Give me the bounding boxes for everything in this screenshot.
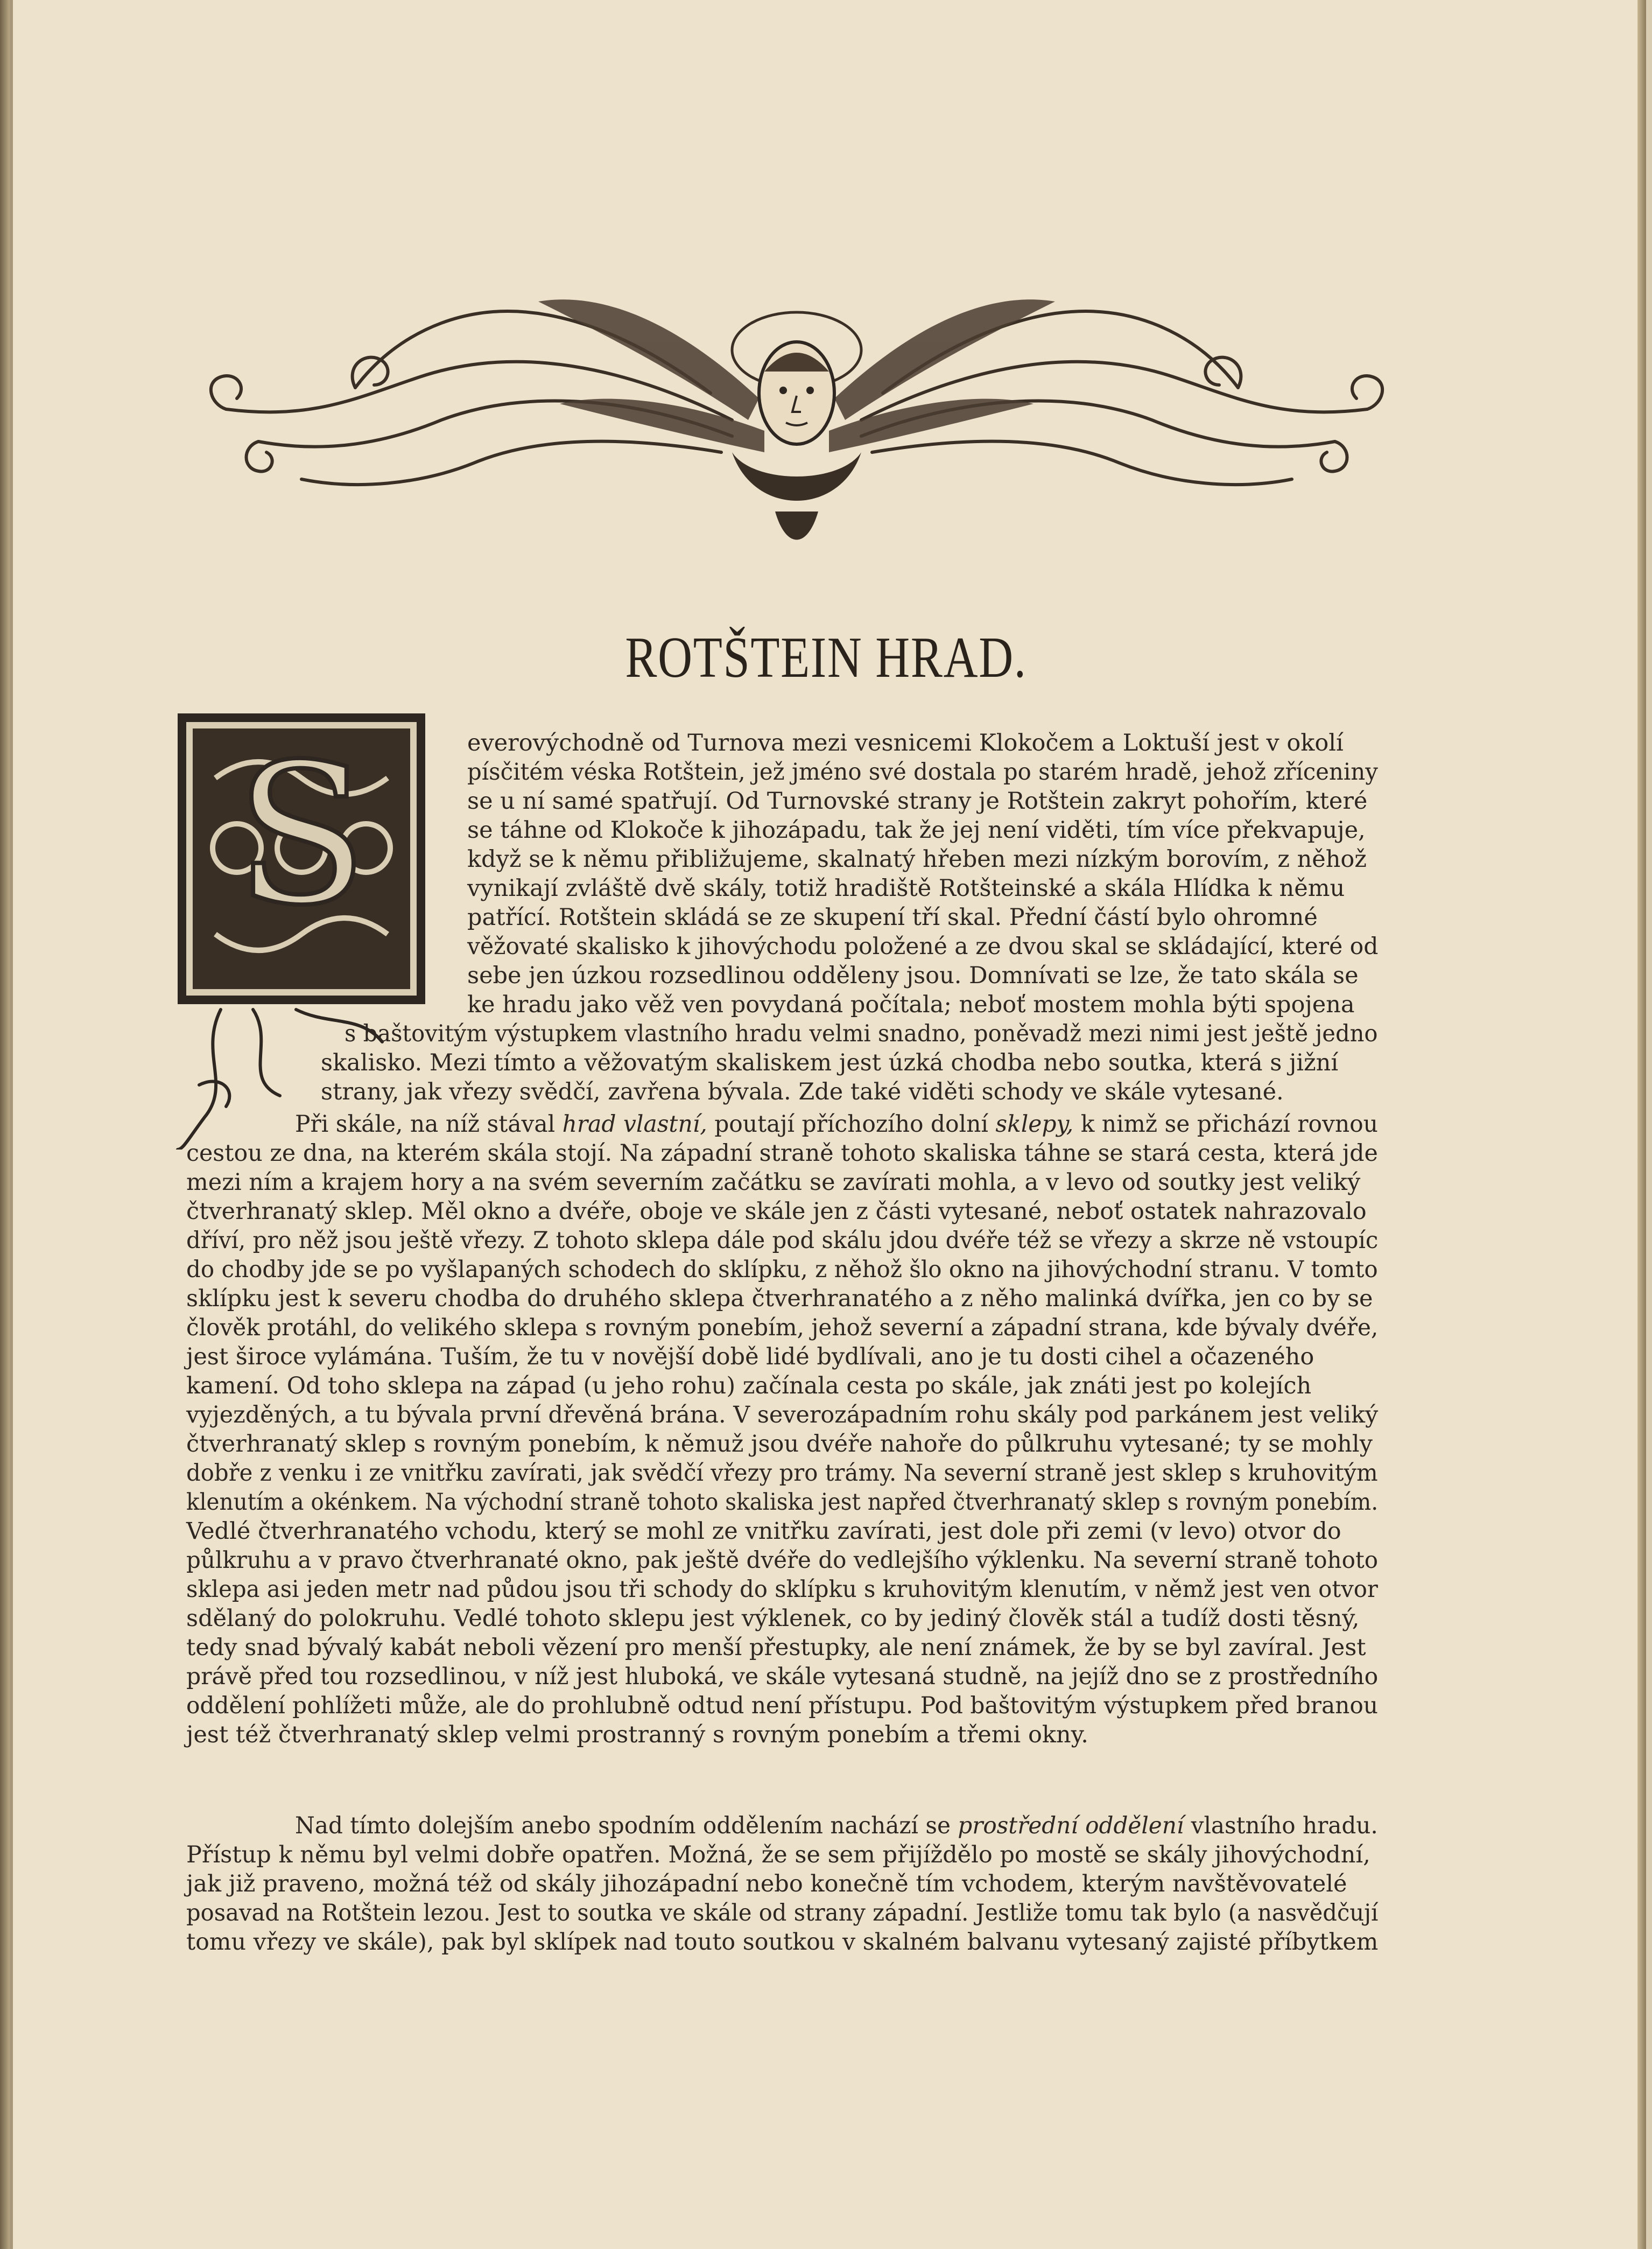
text-line: se u ní samé spatřují. Od Turnovské strany je Rotštein zakryt pohořím, které <box>467 788 1368 815</box>
text-line: sebe jen úzkou rozsedlinou odděleny jsou. Domnívati se lze, že tato skála se <box>467 962 1359 989</box>
text-line: klenutím a okénkem. Na východní straně tohoto skaliska jest napřed čtverhranatý sklep s rovným ponebím. <box>186 1489 1379 1516</box>
text-run: vlastního hradu. <box>1191 1812 1378 1839</box>
page-title: ROTŠTEIN HRAD. <box>625 626 1027 690</box>
text-line: jest též čtverhranatý sklep velmi prostranný s rovným ponebím a třemi okny. <box>186 1721 1088 1748</box>
text-line: tomu vřezy ve skále), pak byl sklípek nad touto soutkou v skalném balvanu vytesaný zajisté příbytkem <box>186 1929 1379 1956</box>
text-line: se táhne od Klokoče k jihozápadu, tak že jej není viděti, tím více překvapuje, <box>467 817 1366 844</box>
text-line: patřící. Rotštein skládá se ze skupení tří skal. Přední částí bylo ohromné <box>467 904 1318 931</box>
text-line: sklípku jest k severu chodba do druhého sklepa čtverhranatého a z něho malinká dvířka, jen co by se <box>186 1285 1373 1312</box>
text-run: k nimž se přichází rovnou <box>1080 1111 1378 1138</box>
text-line: člověk protáhl, do velikého sklepa s rovným ponebím, jehož severní a západní strana, kde bývaly dvéře, <box>186 1314 1379 1341</box>
text-line: právě před tou rozsedlinou, v níž jest hluboká, ve skále vytesaná studně, na jejíž dno se z prostředního <box>186 1663 1379 1690</box>
initial-letter-glyph: S <box>235 722 368 948</box>
text-line: vyjezděných, a tu bývala první dřevěná brána. V severozápadním rohu skály pod parkánem jest veliký <box>186 1402 1379 1428</box>
text-line: sklepa asi jeden metr nad půdou jsou tři schody do sklípku s kruhovitým klenutím, v němž jest ven otvor <box>186 1576 1378 1603</box>
text-line: strany, jak vřezy svědčí, zavřena bývala. Zde také viděti schody ve skále vytesané. <box>321 1078 1284 1105</box>
italic-term: prostřední oddělení <box>958 1812 1184 1839</box>
text-line: do chodby jde se po vyšlapaných schodech do sklípku, z něhož šlo okno na jihovýchodní stranu. V tomto <box>186 1256 1378 1283</box>
text-line: cestou ze dna, na kterém skála stojí. Na západní straně tohoto skaliska táhne se stará cesta, která jde <box>186 1140 1378 1167</box>
text-line: Přístup k němu byl velmi dobře opatřen. Možná, že se sem přijíždělo po mostě se skály jihovýchodní, <box>186 1841 1370 1868</box>
text-line: půlkruhu a v pravo čtverhranaté okno, pak ještě dvéře do vedlejšího výklenku. Na severní straně tohoto <box>186 1547 1379 1574</box>
text-line: ke hradu jako věž ven povydaná počítala; neboť mostem mohla býti spojena <box>467 991 1355 1018</box>
text-line: vynikají zvláště dvě skály, totiž hradiště Rotšteinské a skála Hlídka k němu <box>467 875 1345 902</box>
text-line: dříví, pro něž jsou ještě vřezy. Z tohoto sklepa dále pod skálu jdou dvéře též se vřezy a skrze ně vstoupíc <box>186 1227 1379 1254</box>
text-line: Vedlé čtverhranatého vchodu, který se mohl ze vnitřku zavírati, jest dole při zemi (v levo) otvor do <box>186 1518 1341 1545</box>
text-line: mezi ním a krajem hory a na svém severním začátku se zavírati mohla, a v levo od soutky jest veliký <box>186 1169 1361 1196</box>
text-line: věžovaté skalisko k jihovýchodu položené a ze dvou skal se skládající, které od <box>467 933 1379 960</box>
text-run: Při skále, na níž stával <box>295 1111 556 1138</box>
text-line: tedy snad bývalý kabát neboli vězení pro menší přestupky, ale není známek, že by se byl zavíral. Jest <box>186 1634 1366 1661</box>
text-line: everovýchodně od Turnova mezi vesnicemi Klokočem a Loktuší jest v okolí <box>467 730 1344 756</box>
italic-term: sklepy, <box>995 1111 1074 1138</box>
text-line: jak již praveno, možná též od skály jihozápadní nebo konečně tím vchodem, kterým navštěvovatelé <box>186 1870 1347 1897</box>
text-line: s baštovitým výstupkem vlastního hradu velmi snadno, poněvadž mezi nimi jest ještě jedno <box>345 1020 1378 1047</box>
text-line: skalisko. Mezi tímto a věžovatým skaliskem jest úzká chodba nebo soutka, která s jižní <box>321 1049 1339 1076</box>
page-right-edge <box>1637 0 1646 2249</box>
text-run: Nad tímto dolejším anebo spodním oddělením nachází se <box>295 1812 951 1839</box>
italic-term: hrad vlastní, <box>562 1111 707 1138</box>
book-spine-shadow <box>0 0 10 2249</box>
text-line: posavad na Rotštein lezou. Jest to soutka ve skále od strany západní. Jestliže tomu tak bylo (a nasvědčují <box>186 1900 1379 1926</box>
text-line: čtverhranatý sklep s rovným ponebím, k němuž jsou dvéře nahoře do půlkruhu vytesané; ty se mohly <box>186 1431 1373 1458</box>
text-run: poutají příchozího dolní <box>714 1111 988 1138</box>
text-line: oddělení pohlížeti může, ale do prohlubně odtud není přístupu. Pod baštovitým výstupkem před branou <box>186 1692 1378 1719</box>
text-line: když se k němu přibližujeme, skalnatý hřeben mezi nízkým borovím, z něhož <box>467 846 1367 873</box>
text-line: jest široce vylámána. Tuším, že tu v novější době lidé bydlívali, ano je tu dosti cihel a očazeného <box>186 1343 1314 1370</box>
text-line <box>295 1110 1378 1139</box>
text-line: dobře z venku i ze vnitřku zavírati, jak svědčí vřezy pro trámy. Na severní straně jest sklep s kruhovitým <box>186 1460 1378 1487</box>
text-line: sdělaný do polokruhu. Vedlé tohoto sklepu jest výklenek, co by jediný člověk stál a tudíž dosti těsný, <box>186 1605 1360 1632</box>
text-line: písčitém véska Rotštein, jež jméno své dostala po starém hradě, jehož zříceniny <box>467 759 1378 786</box>
winged-head-ornament-icon <box>194 258 1400 560</box>
text-line: čtverhranatý sklep. Měl okno a dvéře, oboje ve skále jen z části vytesané, neboť ostatek nahrazovalo <box>186 1198 1367 1225</box>
text-line: kamení. Od toho sklepa na západ (u jeho rohu) začínala cesta po skále, jak znáti jest po kolejích <box>186 1372 1312 1399</box>
text-line <box>295 1811 1378 1840</box>
